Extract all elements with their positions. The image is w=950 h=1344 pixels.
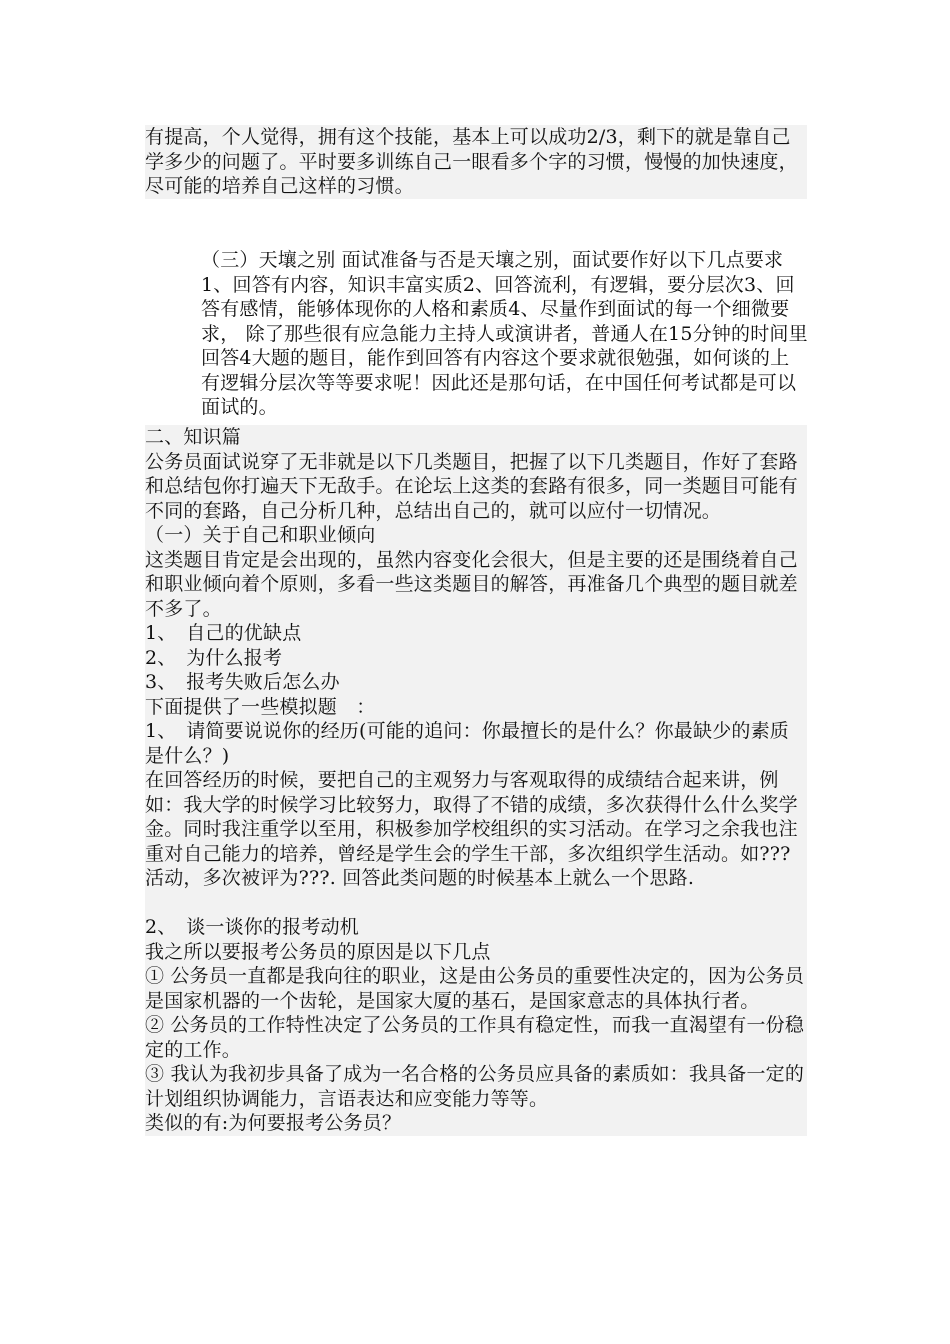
list-item: 3、 报考失败后怎么办 bbox=[145, 671, 340, 693]
subsection-intro-paragraph: 这类题目肯定是会出现的，虽然内容变化会很大，但是主要的还是围绕着自己和职业倾向着个原则，多看一些这类题目的解答，再准备几个典型的题目就差不多了。 bbox=[145, 548, 798, 620]
intro-paragraph-block bbox=[145, 125, 807, 199]
paragraph-gap bbox=[145, 891, 807, 916]
reason-item: ① 公务员一直都是我向往的职业，这是由公务员的重要性决定的，因为公务员是国家机器的一个齿轮，是国家大厦的基石，是国家意志的具体执行者。 bbox=[145, 965, 805, 1012]
reason-item: ② 公务员的工作特性决定了公务员的工作具有稳定性，而我一直渴望有一份稳定的工作。 bbox=[145, 1014, 805, 1061]
reason-item: ③ 我认为我初步具备了成为一名合格的公务员应具备的素质如：我具备一定的计划组织协调能力，言语表达和应变能力等等。 bbox=[145, 1063, 805, 1110]
question-one: 1、 请简要说说你的经历(可能的追问：你最擅长的是什么？你最缺少的素质是什么？) bbox=[145, 720, 790, 767]
intro-paragraph: 有提高，个人觉得，拥有这个技能，基本上可以成功2/3，剩下的就是靠自己学多少的问题了。平时要多训练自己一眼看多个字的习惯，慢慢的加快速度，尽可能的培养自己这样的习惯。 bbox=[145, 126, 798, 197]
subsection-heading: （一）关于自己和职业倾向 bbox=[145, 524, 376, 546]
list-item: 2、 为什么报考 bbox=[145, 646, 283, 669]
answer-two-intro: 我之所以要报考公务员的原因是以下几点 bbox=[145, 940, 491, 963]
question-two: 2、 谈一谈你的报考动机 bbox=[145, 916, 359, 938]
section-three-block bbox=[201, 248, 808, 420]
section-intro-paragraph: 公务员面试说穿了无非就是以下几类题目，把握了以下几类题目，作好了套路和总结包你打遍天下无敌手。在论坛上这类的套路有很多，同一类题目可能有不同的套路，自己分析几种，总结出自己的，就可以应付一切情况。 bbox=[145, 450, 798, 522]
similar-question: 类似的有:为何要报考公务员？ bbox=[145, 1112, 402, 1134]
answer-one: 在回答经历的时候，要把自己的主观努力与客观取得的成绩结合起来讲，例如：我大学的时候学习比较努力，取得了不错的成绩，多次获得什么什么奖学金。同时我注重学以至用，积极参加学校组织的实习活动。在学习之余我也注重对自己能力的培养，曾经是学生会的学生干部，多次组织学生活动。如???活动，多次被评为???. 回答此类问题的时候基本上就么一个思路. bbox=[145, 769, 798, 889]
section-three-paragraph: （三）天壤之别 面试准备与否是天壤之别，面试要作好以下几点要求1、回答有内容，知识丰富实质2、回答流利，有逻辑，要分层次3、回答有感情，能够体现你的人格和素质4、尽量作到面试的每一个细微要求， 除了那些很有应急能力主持人或演讲者，普通人在15分钟的时间里回答4大题的题目，能作到回答有内容这个要求就很勉强，如何谈的上有逻辑分层次等等要求呢！因此还是那句话，在中国任何考试都是可以面试的。 bbox=[201, 249, 808, 418]
mock-questions-heading: 下面提供了一些模拟题 ： bbox=[145, 695, 376, 718]
list-item: 1、 自己的优缺点 bbox=[145, 622, 302, 644]
section-heading: 二、知识篇 bbox=[145, 426, 242, 448]
knowledge-section bbox=[145, 425, 807, 1136]
